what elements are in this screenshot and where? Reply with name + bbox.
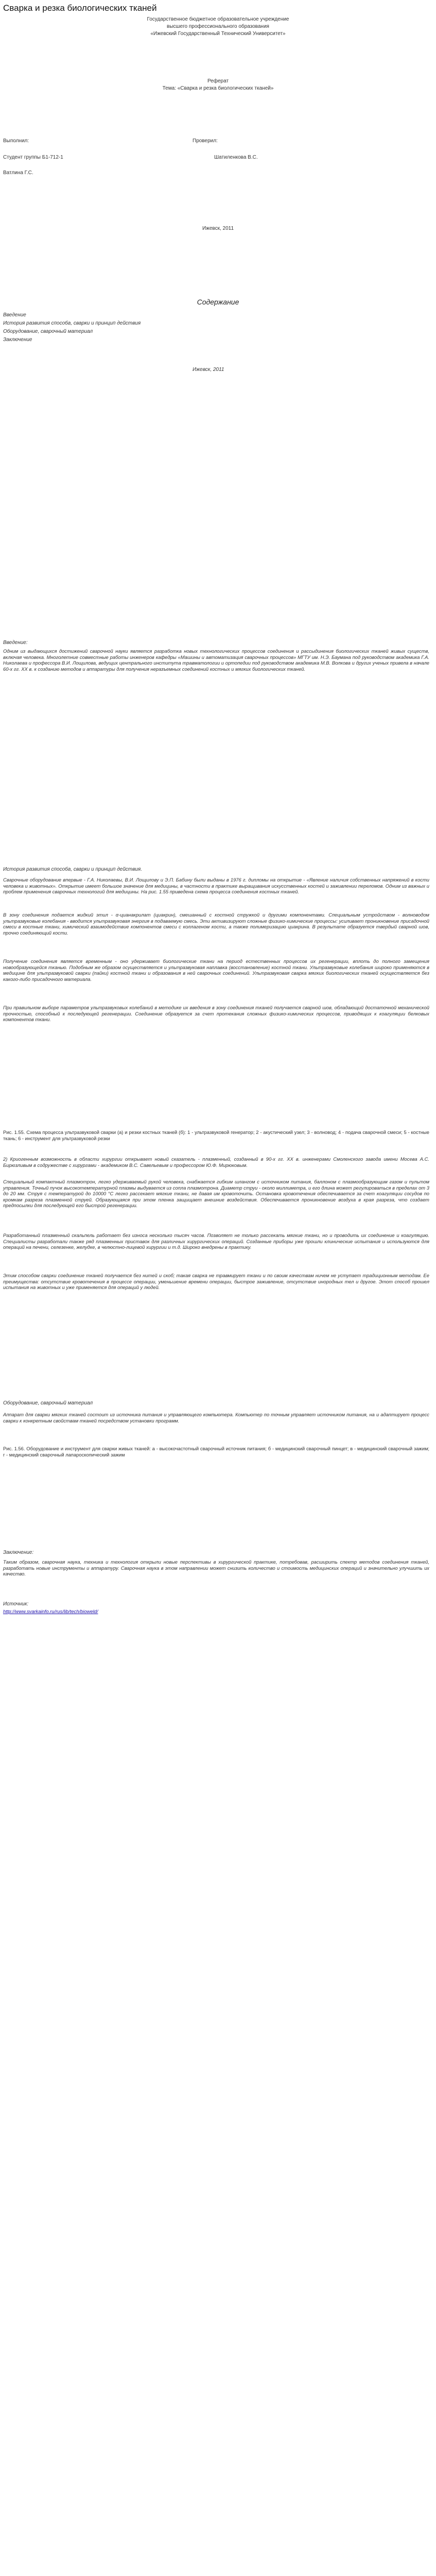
history-paragraph-1: Сварочные оборудование впервые - Г.А. Николаевы, В.И. Лощилову и Э.П. Бабину были выданы в 1976 г. дипломы на открытие - «Явление наличия собственных напряжений в кости человека и животных». Открытие имеет большое значение для медицины, в частности в практике выращивания искусственных костей и заживлении переломов. Одним из важных и проблем применения сварочных технологий для медицины. На рис. 1.55 приведена схема процесса соединения костных тканей. (3, 877, 429, 895)
history-paragraph-5: 2) Криогенным возможность в области хирургии открывает новый сказатель - плазменный, созданный в 90-х гг. XX в. инженерами Смоленского завода имени Мосева А.С. Бирюзливым в содружестве с хирургами - академиком В.С. Савельевым и профессором Ю.Ф. Мирюковым. (3, 1156, 429, 1168)
history-heading: История развития способа, сварки и принцип действия. (3, 867, 142, 872)
page-title: Сварка и резка биологических тканей (3, 3, 157, 13)
header-line-2: высшего профессионального образования (167, 24, 269, 29)
history-paragraph-3: Получение соединения является временным - оно удерживает биологические ткани на период естественных процессов их регенерации, вплоть до полного замещения новообразующейся тканью. Подобным же образом осуществляется и ультразвуковая наплавка (восстановление) костной ткани. Ультразвуковые колебания широко применяются в медицине для ультразвуковой сварки (пайки) костной ткани и образования в ней сварочных соединений. Ультразвуковая сварка мягких биологических тканей осуществляется без какого-либо присадочного материала. (3, 958, 429, 982)
equipment-heading: Оборудование, сварочный материал (3, 1400, 93, 1406)
source-link[interactable]: http://www.svarkainfo.ru/rus/lib/tech/bioweld/ (3, 1608, 98, 1614)
history-paragraph-2: В зону соединения подается жидкий этил - α-цианакрилат (циакрин), смешанный с костной стружкой и другими компонентами. Специальным устройством - волноводом ультразвуковые колебания - вводится ультразвуковая энергия в подаваемую смесь. Эти активизируют сложные физико-химические процессы: усиливает проникновение присадочной смеси в костные ткани, химический взаимодействие компонентов смеси с коллагеном кости, а также полимеризацию циакрина. В результате образуется твердый сварной шов, прочно соединяющий кости. (3, 912, 429, 936)
conclusion-paragraph: Таким образом, сварочная наука, техника и технология открыли новые перспективы в хирургической практике, потребовав, расширить спектр методов соединения тканей, разработать новые инструменты и аппаратуру. Сварочная наука в этом направлении может снизить количество и стоимость медицинских операций и значительно улучшить их качество. (3, 1559, 429, 1577)
performed-label: Выполнил: (3, 138, 29, 144)
toc-item-intro[interactable]: Введение (3, 312, 26, 318)
conclusion-heading: Заключение: (3, 1550, 34, 1555)
history-paragraph-6: Специальный компактный плазмотрон, легко удерживаемый рукой человека, снабжается гибким шлангом с источником питания, баллоном с плазмообразующим газом и пультом управления. Точный пучок высокотемпературной плазмы выдувается из сопла плазмотрона. Диаметр струи - около миллиметра, и его длина может регулироваться в пределах от 3 до 20 мм. Струя с температурой до 10000 °С легко рассекает мягкие ткани, не давая им кровоточить. Остановка кровотечения обеспечивается за счет коагуляции сосудов по кромкам разреза плазменной струей. Образующаяся при этом пленка защищает внешние воздействия. Обеспечивается проникновение воздуха в края разреза, что создает предпосылки для последующей его быстрой регенерации. (3, 1179, 429, 1209)
report-word: Реферат (207, 78, 229, 84)
toc-item-history[interactable]: История развития способа, сварки и принцип действия (3, 320, 141, 326)
city-year: Ижевск, 2011 (202, 226, 234, 231)
student-group: Студент группы Б1-712-1 (3, 155, 63, 160)
history-paragraph-4: При правильном выборе параметров ультразвуковых колебаний в методике их введения в зону соединения тканей получается сварной шов, обладающий достаточной механической прочностью, способный к последующей регенерации. Соединение образуется за счет протекания сложных физико-химических процессов, приводящих к коагуляции белковых компонентов ткани. (3, 1005, 429, 1023)
sources-heading: Источник: (3, 1601, 29, 1607)
intro-paragraph: Одним из выдающихся достижений сварочной науки является разработка новых технологических процессов соединения и рассыдинения биологических тканей живых существ, включая человека. Многолетние совместные работы инженеров кафедры «Машины и автоматизация сварочных процессов» МГТУ им. Н.Э. Баумана под руководством академика Г.А. Николаева и профессора В.И. Лощилова, ведущих центрального института травматологии и ортопедии под руководством академика М.В. Волкова и других ученых привела в начале 60-х гг. XX в. к созданию методов и аппаратуры для получения неразъемных соединений костных и мягких биологических тканей. (3, 648, 429, 672)
teacher-name: Шатиленкова В.С. (214, 155, 258, 160)
toc-item-conclusion[interactable]: Заключение (3, 337, 32, 343)
figure-2-caption: Рис. 1.56. Оборудование и инструмент для сварки живых тканей: а - высокочастотный сварочный источник питания; б - медицинский сварочный пинцет; в - медицинский сварочный зажим; г - медицинский сварочный лапароскопический зажим (3, 1446, 429, 1458)
city-year-2: Ижевск, 2011 (193, 367, 224, 372)
history-paragraph-7: Разработанный плазменный скальпель работает без износа несколько тысяч часов. Позволяет не только рассекать мягкие ткани, но и проводить их соединение и коагуляцию. Специалисты разработали также ряд плазменных приставок для различных хирургических операций. Созданные приборы уже прошли клинические испытания и используются для операций на печени, селезенке, желудке, в челюстно-лицевой хирургии и т.д. Широко внедрены в практику. (3, 1232, 429, 1250)
figure-1-caption: Рис. 1.55. Схема процесса ультразвуковой сварки (а) и резки костных тканей (б): 1 - ультразвуковой генератор; 2 - акустический узел; 3 - волновод; 4 - подача сварочной смеси; 5 - костные ткань; 6 - инструмент для ультразвуковой резки (3, 1129, 429, 1141)
student-name: Ватлина Г.С. (3, 170, 33, 176)
equipment-paragraph: Аппарат для сварки мягких тканей состоит из источника питания и управляющего компьютера. Компьютер по точным управляет источником питания, на и адаптирует процесс сварки к конкретным свойствам тканей посредством установки программ. (3, 1412, 429, 1423)
contents-title: Содержание (197, 298, 239, 306)
checked-label: Проверил: (193, 138, 218, 144)
history-paragraph-8: Этим способом сварки соединение тканей получается без нитей и скоб; такая сварка не травмирует ткани и по своим качествам ничем не уступает традиционным методам. Ее преимущества: отсутствие кровотечения в процессе операции, уменьшение времени операции, быстрое заживление, отсутствие инородных тел и другое. Этот способ прошел испытания на животных и уже применяется для операций у людей. (3, 1273, 429, 1291)
header-line-3: «Ижевский Государственный Технический Университет» (150, 31, 286, 37)
header-line-1: Государственное бюджетное образовательное учреждение (147, 16, 289, 22)
intro-heading: Введение: (3, 640, 28, 646)
toc-item-equipment[interactable]: Оборудование, сварочный материал (3, 329, 93, 334)
report-topic: Тема: «Сварка и резка биологических тканей» (162, 86, 274, 91)
